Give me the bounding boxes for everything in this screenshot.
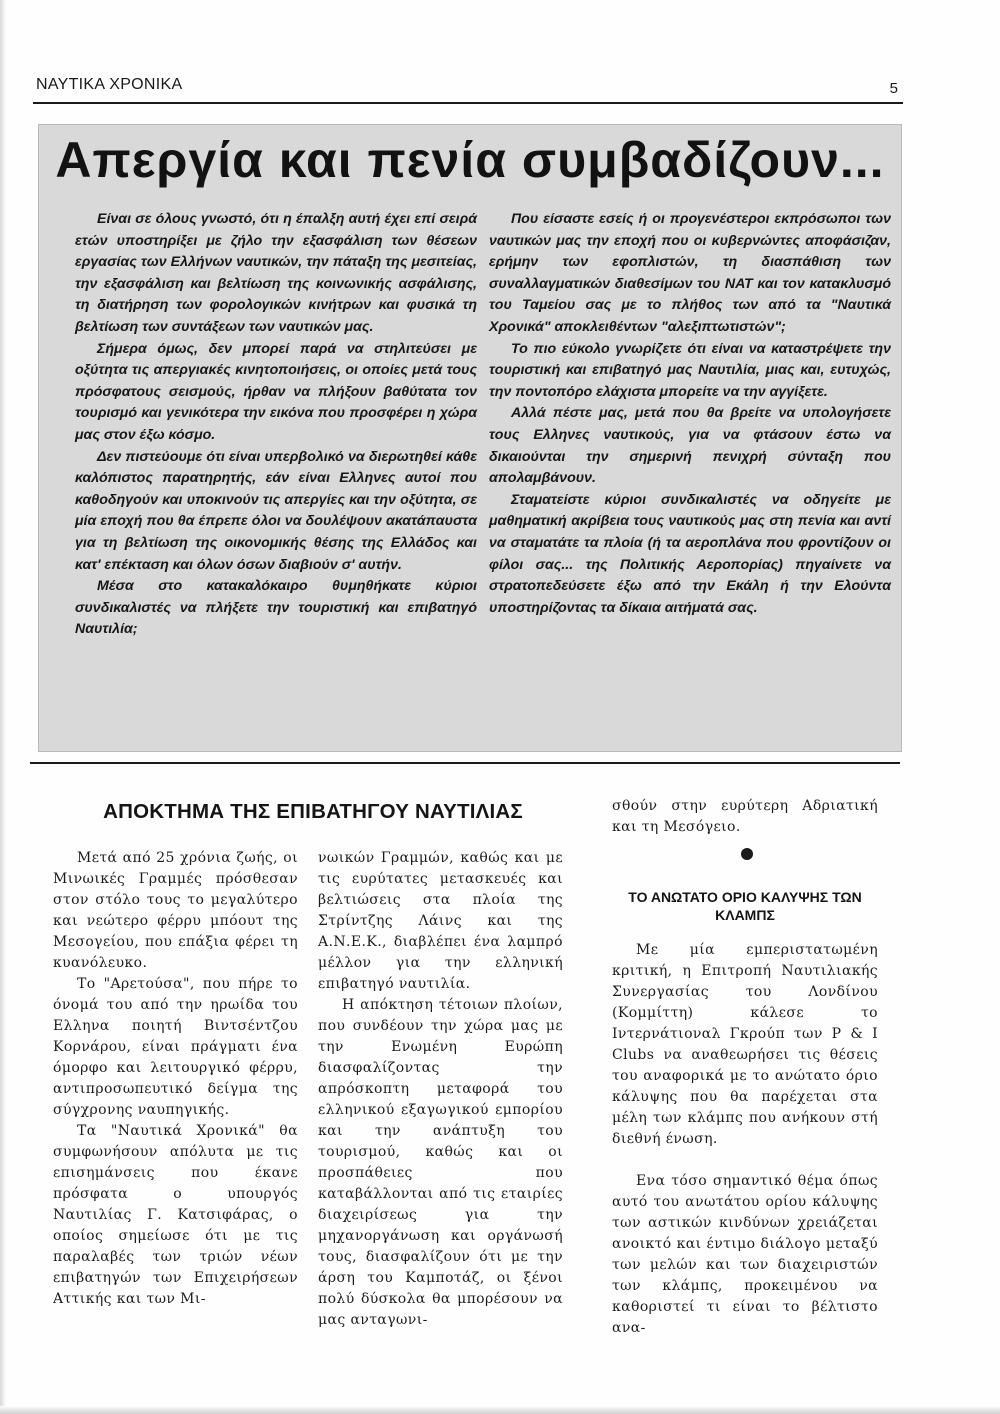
sidebar-paragraph: Ενα τόσο σημαντικό θέμα όπως αυτό του ανωτάτου ορίου κάλυψης των αστικών κινδύνων χρειάζεται ανοικτό και έντιμο διάλογο μεταξύ των μελών και των διαχειριστών των κλάμπς, προκειμένου να καθοριστεί τι είναι το βέλτιστο ανα- bbox=[612, 1173, 878, 1336]
page-header bbox=[36, 76, 898, 100]
header-rule bbox=[33, 102, 903, 104]
scan-edge-shadow bbox=[0, 0, 6, 1414]
article-paragraph: Το "Αρετούσα", που πήρε το όνομά του από την ηρωίδα του Ελληνα ποιητή Βιντσέντζου Κορνάρου, είναι πράγματι ένα όμορφο και λειτουργικό φέρρυ, αντιπροσωπευτικό δείγμα της σύγχρονης ναυπηγικής. bbox=[53, 976, 298, 1118]
article-paragraph: Η απόκτηση τέτοιων πλοίων, που συνδέουν την χώρα μας με την Ενωμένη Ευρώπη διασφαλίζοντας την απρόσκοπτη μεταφορά του ελληνικού εξαγωγικού εμπορίου και την ανάπτυξη του τουρισμού, καθώς και οι προσπάθειες που καταβάλλονται από τις εταιρίες διαχειρίσεως για την μηχανοργάνωση και οργάνωσή τους, διασφαλίζουν ότι με την άρση του Καμποτάζ, οι ξένοι πολύ δύσκολα θα μπορέσουν να μας ανταγωνι- bbox=[318, 997, 563, 1328]
section-divider-rule bbox=[30, 762, 900, 764]
editorial-left-column bbox=[75, 209, 477, 641]
editorial-paragraph: Μέσα στο κατακαλόκαιρο θυμηθήκατε κύριοι συνδικαλιστές να πλήξετε την τουριστική και επιβατηγό Ναυτιλία; bbox=[75, 578, 477, 638]
editorial-paragraph: Το πιο εύκολο γνωρίζετε ότι είναι να καταστρέψετε την τουριστική και επιβατηγό μας Ναυτιλία, μιας και, ευτυχώς, την ποντοπόρο ελάχιστα μπορείτε να την αγγίξετε. bbox=[489, 340, 891, 400]
editorial-box bbox=[38, 124, 902, 752]
article-paragraph: σθούν στην ευρύτερη Αδριατική και τη Μεσόγειο. bbox=[612, 798, 878, 835]
article-column-2 bbox=[318, 848, 563, 1331]
article-heading: ΑΠΟΚΤΗΜΑ ΤΗΣ ΕΠΙΒΑΤΗΓΟΥ ΝΑΥΤΙΛΙΑΣ bbox=[103, 800, 523, 823]
editorial-paragraph: Είναι σε όλους γνωστό, ότι η έπαλξη αυτή έχει επί σειρά ετών υποστηρίξει με ζήλο την εξασφάλιση των θέσεων εργασίας των Ελλήνων ναυτικών, την πάταξη της μεσιτείας, την εξασφάλιση και βελτίωση της κοινωνικής ασφάλισης, τη διατήρηση των φορολογικών κινήτρων και φυσικά τη βελτίωση των συντάξεων των ναυτικών μας. bbox=[75, 211, 477, 335]
sidebar-heading: ΤΟ ΑΝΩΤΑΤΟ ΟΡΙΟ ΚΑΛΥΨΗΣ ΤΩΝ ΚΛΑΜΠΣ bbox=[628, 889, 862, 923]
sidebar-paragraph: Με μία εμπεριστατωμένη κριτική, η Επιτροπή Ναυτιλιακής Συνεργασίας του Λονδίνου (Κομμίττη) κάλεσε το Ιντερνάτιοναλ Γκρούπ των P & I Clubs να αναθεωρήσει τις θέσεις του αναφορικά με το ανώτατο όριο κάλυψης που θα παρέχεται στα μέλη των κλάμπς που ανήκουν στή διεθνή ένωση. bbox=[612, 942, 878, 1147]
publication-name: ΝΑΥΤΙΚΑ ΧΡΟΝΙΚΑ bbox=[36, 76, 183, 93]
sidebar-column bbox=[612, 940, 878, 1339]
editorial-paragraph: Δεν πιστεύουμε ότι είναι υπερβολικό να διερωτηθεί κάθε καλόπιστος παρατηρητής, εάν είναι Ελληνες αυτοί που καθοδηγούν και υποκινούν τις απεργίες και την οξύτητα, σε μία εποχή που θα έπρεπε όλοι να δουλέψουν ακατάπαυστα για τη βελτίωση της οικονομικής θέσης της Ελλάδος και κατ' επέκταση και όλων όσων διαβιούν σ' αυτήν. bbox=[75, 448, 477, 573]
editorial-paragraph: Που είσαστε εσείς ή οι προγενέστεροι εκπρόσωποι των ναυτικών μας την εποχή που οι κυβερνώντες αποφάσιζαν, ερήμην των εφοπλιστών, τη διασπάθιση των συναλλαγματικών διαθεσίμων του ΝΑΤ και τον κατακλυσμό του Ταμείου σας με το πλήθος των από τα "Ναυτικά Χρονικά" αποκλειθέντων "αλεξιπτωτιστών"; bbox=[489, 211, 891, 335]
article-column-1 bbox=[53, 848, 298, 1310]
scan-bottom-shadow bbox=[0, 1406, 1000, 1414]
editorial-title: Απεργία και πενία συμβαδίζουν... bbox=[55, 132, 885, 188]
editorial-paragraph: Σήμερα όμως, δεν μπορεί παρά να στηλιτεύσει με οξύτητα τις απεργιακές κινητοποιήσεις, οι οποίες μετά τους πρόσφατους σεισμούς, ήρθαν να πλήξουν βαθύτατα τον τουρισμό και γενικότερα την εικόνα που προσφέρει η χώρα μας στον έξω κόσμο. bbox=[75, 340, 477, 443]
article-paragraph: νωικών Γραμμών, καθώς και με τις ευρύτατες μετασκευές και βελτιώσεις στα πλοία της Στρίντζης Λάινς και της Α.Ν.Ε.Κ., διαβλέπει ένα λαμπρό μέλλον για την ελληνική επιβατηγό ναυτιλία. bbox=[318, 850, 563, 992]
bullet-separator-icon bbox=[741, 848, 753, 860]
editorial-paragraph: Αλλά πέστε μας, μετά που θα βρείτε να υπολογήσετε τους Ελληνες ναυτικούς, για να φτάσουν έστω να δικαιούνται την σημερινή πενιχρή σύνταξη που απολαμβάνουν. bbox=[489, 405, 891, 487]
article-paragraph: Μετά από 25 χρόνια ζωής, οι Μινωικές Γραμμές πρόσθεσαν στον στόλο τους το μεγαλύτερο και νεώτερο φέρρυ μπόουτ της Μεσογείου, που επάξια φέρει τη κυανόλευκο. bbox=[53, 850, 298, 971]
article-column-3-continuation bbox=[612, 796, 878, 838]
editorial-paragraph: Σταματείστε κύριοι συνδικαλιστές να οδηγείτε με μαθηματική ακρίβεια τους ναυτικούς μας στη πενία και αντί να σταματάτε τα πλοία (ή τα αεροπλάνα που φροντίζουν οι φίλοι σας... της Πολιτικής Αεροπορίας) πηγαίνετε να στρατοπεδεύσετε έξω από την Εκάλη ή την Ελούντα υποστηρίζοντας τα δίκαια αιτήματά σας. bbox=[489, 491, 891, 616]
page-number: 5 bbox=[889, 80, 898, 97]
article-paragraph: Τα "Ναυτικά Χρονικά" θα συμφωνήσουν απόλυτα με τις επισημάνσεις που έκανε πρόσφατα ο υπουργός Ναυτιλίας Γ. Κατσιφάρας, ο οποίος σημείωσε ότι με τις παραλαβές των τριών νέων επιβατηγών των Επιχειρήσεων Αττικής και των Μι- bbox=[53, 1123, 298, 1307]
editorial-right-column bbox=[489, 209, 891, 619]
